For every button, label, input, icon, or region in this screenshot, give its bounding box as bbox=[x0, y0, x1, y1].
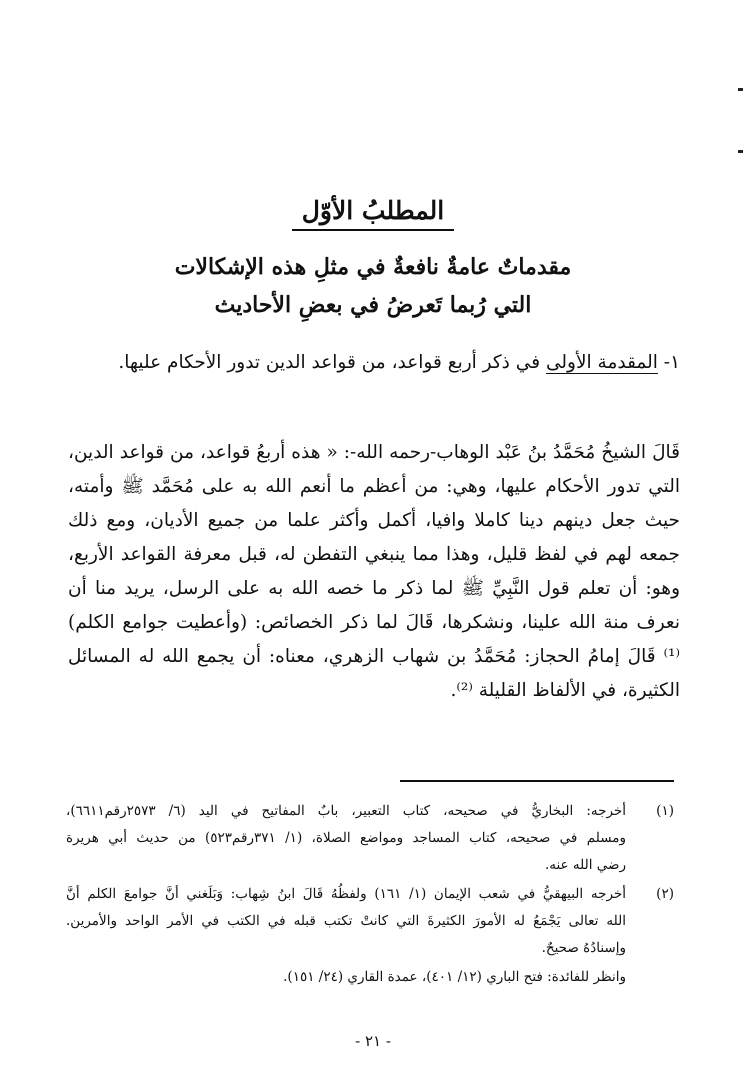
footnotes bbox=[66, 798, 674, 991]
footnote-line: ومسلم في صحيحه، كتاب المساجد ومواضع الصلاة، (١/ ٣٧١رقم٥٢٣) من حديث أبي هريرة bbox=[66, 830, 626, 846]
premise-text: في ذكر أربع قواعد، من قواعد الدين تدور الأحكام عليها. bbox=[118, 352, 541, 373]
section-title bbox=[60, 196, 686, 225]
footnote-1 bbox=[66, 798, 674, 879]
paragraph-first-premise bbox=[68, 344, 680, 382]
premise-heading: المقدمة الأولى bbox=[545, 352, 658, 373]
quote-line: وهو: أن تعلم قول النَّبِيِّ ﷺ لما ذكر ما خصه الله به على الرسل، يريد منا أن نعرف bbox=[68, 578, 680, 633]
footnote-body bbox=[66, 881, 626, 962]
section-title-text: المطلبُ الأوّل bbox=[292, 196, 455, 231]
paragraph-quote bbox=[68, 436, 680, 708]
page-number: - ٢١ - bbox=[355, 1032, 391, 1050]
footnote-number: (٢) bbox=[656, 886, 674, 902]
footnote-body bbox=[66, 798, 626, 879]
quote-line: الكثيرة، في الألفاظ القليلة ⁽²⁾. bbox=[450, 680, 680, 701]
footnote-line: أخرجه: البخاريُّ في صحيحه، كتاب التعبير، بابٌ المفاتيح في اليد (٦/ ٢٥٧٣رقم٦٦١١)، bbox=[66, 803, 626, 819]
subtitle-line-2: التي رُبما تَعرضُ في بعضِ الأحاديث bbox=[214, 292, 532, 318]
footnote-number: (١) bbox=[656, 803, 674, 819]
quote-line: قَالَ الشيخُ مُحَمَّدُ بنُ عَبْد الوهاب-رحمه الله-: « هذه أربعُ قواعد، من قواعد bbox=[119, 442, 680, 463]
footnote-line: أخرجه البيهقيُّ في شعب الإيمان (١/ ١٦١) ولفظُهُ قَالَ ابنُ شِهاب: وَبَلَغني أنَّ جوامعَ الكلم أنَّ bbox=[66, 886, 627, 902]
footnote-separator bbox=[400, 780, 674, 782]
footnote-line: رضي الله عنه. bbox=[544, 857, 626, 873]
quote-line: منة الله علينا، ونشكرها، قَالَ لما ذكر الخصائص: (وأعطيت جوامع الكلم) ⁽¹⁾ bbox=[68, 612, 680, 667]
subtitle-line-1: مقدماتٌ عامةٌ نافعةٌ في مثلِ هذه الإشكالات bbox=[174, 254, 572, 280]
quote-line: الدين، التي تدور الأحكام عليها، وهي: من أعظم ما أنعم الله به على مُحَمَّد ﷺ bbox=[68, 442, 680, 497]
footnote-further-reading: وانظر للفائدة: فتح الباري (١٢/ ٤٠١)، عمدة القاري (٢٤/ ١٥١). bbox=[283, 969, 626, 985]
quote-line: ذلك جمعه لهم في لفظ قليل، وهذا مما ينبغي التفطن له، قبل معرفة القواعد الأربع، bbox=[68, 510, 680, 565]
edge-mark-bottom bbox=[738, 150, 743, 153]
footnote-line: وإسنادُهُ صحيحٌ. bbox=[541, 940, 626, 956]
premise-number: ١- bbox=[663, 352, 680, 373]
footnote-line: الله تعالى يَجْمَعُ له الأمورَ الكثيرةَ التي كانتْ تكتب قبله في الكتب في الأمر الواحد والأمرين. bbox=[66, 913, 626, 929]
footnote-2 bbox=[66, 881, 674, 962]
edge-mark-top bbox=[738, 88, 743, 91]
quote-line: قَالَ إمامُ الحجاز: مُحَمَّدُ بن شهاب الزهري، معناه: أن يجمع الله له المسائل bbox=[68, 646, 656, 667]
quote-line: وأمته، حيث جعل دينهم دينا كاملا وافيا، أكمل وأكثر علما من جميع الأديان، ومع bbox=[68, 476, 680, 531]
